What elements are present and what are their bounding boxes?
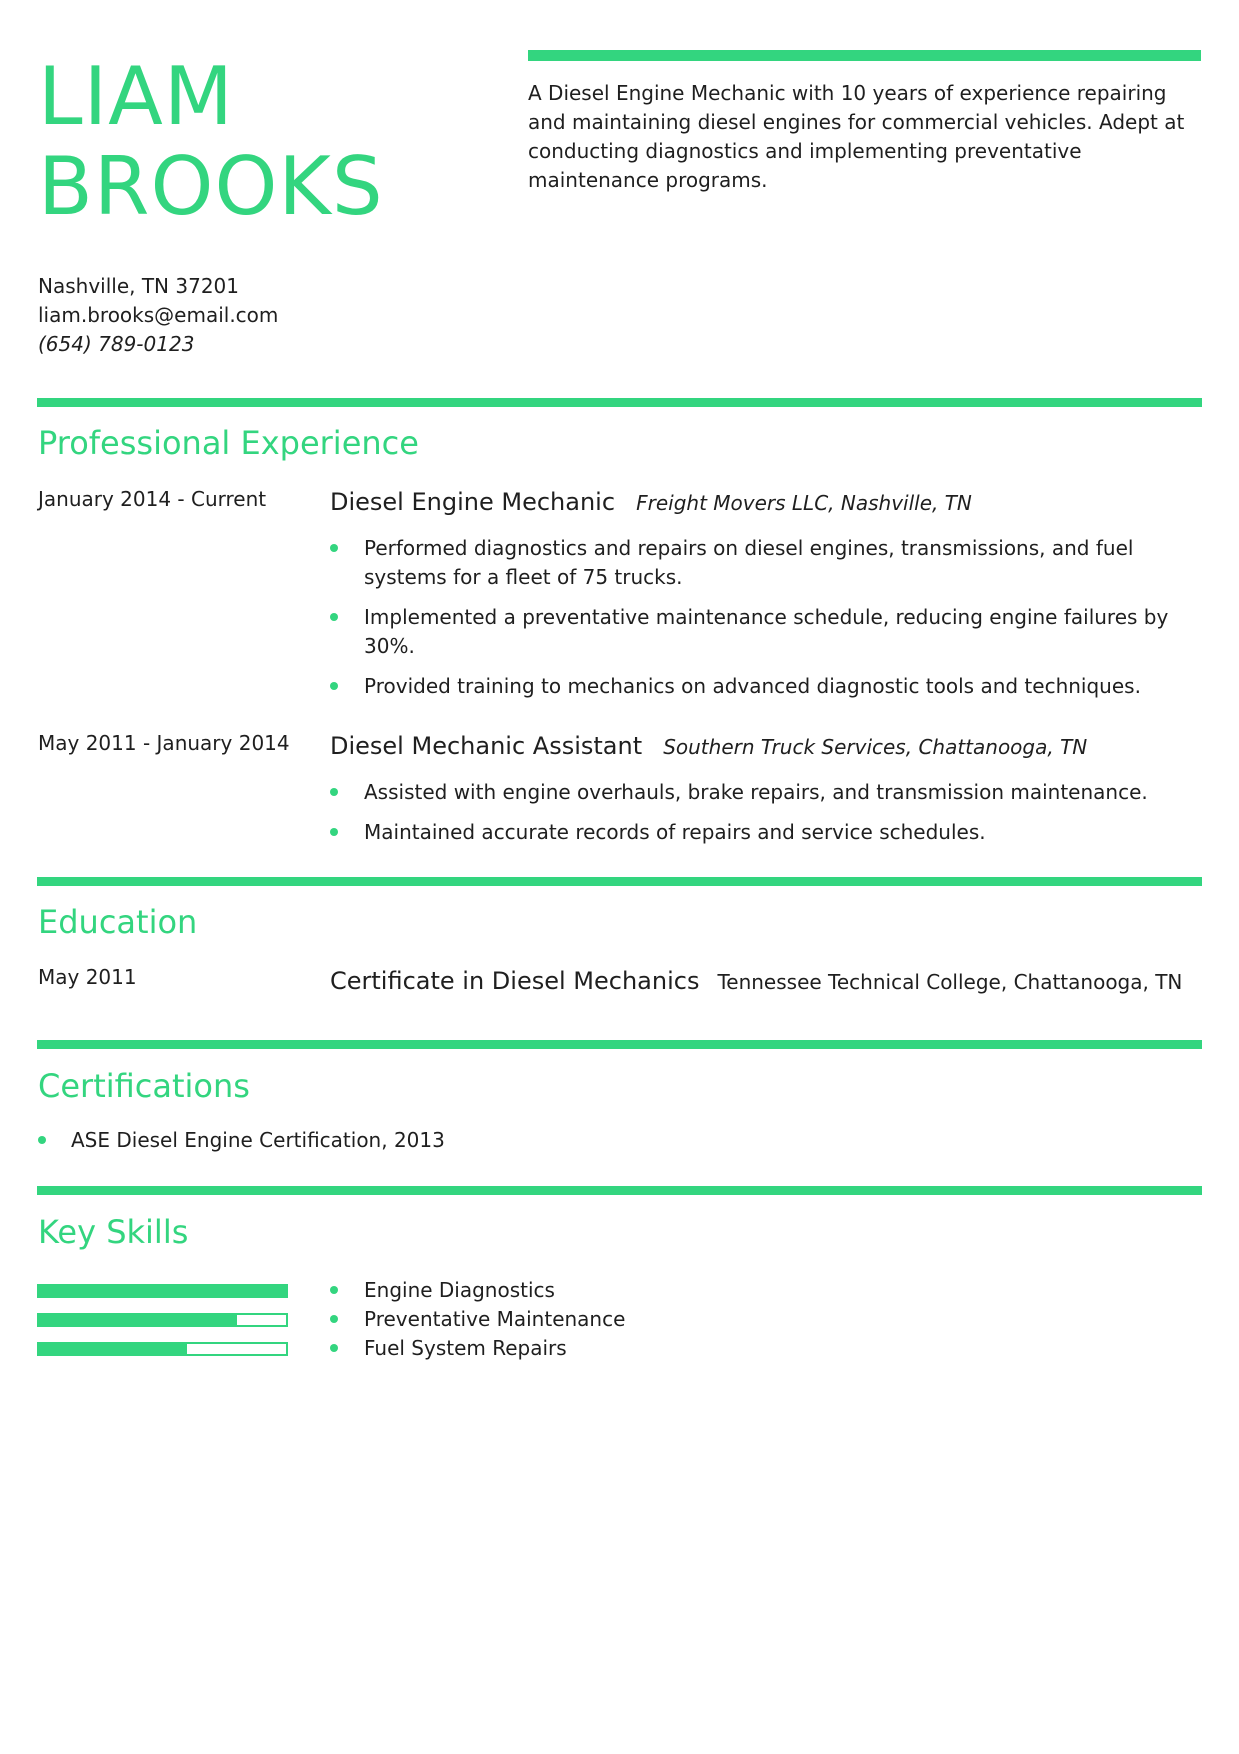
skill-bar	[37, 1284, 288, 1298]
skill-bar-fill	[39, 1286, 286, 1296]
list-item: Engine Diagnostics	[330, 1276, 625, 1305]
skills-list	[330, 1276, 625, 1363]
job-title: Diesel Mechanic Assistant	[330, 732, 643, 760]
contact-email[interactable]: liam.brooks@email.com	[38, 303, 279, 327]
skills-heading: Key Skills	[38, 1213, 189, 1251]
section-divider	[37, 877, 1202, 886]
education-date: May 2011	[38, 965, 137, 989]
job-dates: January 2014 - Current	[38, 487, 267, 511]
list-item: Performed diagnostics and repairs on diesel engines, transmissions, and fuel systems for a fleet of 75 trucks.	[330, 534, 1200, 592]
list-item: Assisted with engine overhauls, brake repairs, and transmission maintenance.	[330, 778, 1200, 807]
contact-info	[38, 272, 278, 359]
job-header	[330, 731, 1087, 761]
job-company: Southern Truck Services, Chattanooga, TN	[663, 735, 1088, 759]
job-header	[330, 487, 972, 517]
skill-bar-fill	[39, 1344, 187, 1354]
professional-summary: A Diesel Engine Mechanic with 10 years of experience repairing and maintaining diesel engines for commercial vehicles. Adept at conducting diagnostics and implementing preventative maintenance programs.	[528, 81, 1185, 192]
list-item: Fuel System Repairs	[330, 1334, 625, 1363]
candidate-name	[38, 52, 384, 232]
job-dates: May 2011 - January 2014	[38, 731, 290, 755]
list-item: Provided training to mechanics on advanced diagnostic tools and techniques.	[330, 672, 1200, 701]
certifications-list	[38, 1126, 445, 1155]
education-heading: Education	[38, 903, 198, 941]
list-item: Preventative Maintenance	[330, 1305, 625, 1334]
list-item: ASE Diesel Engine Certification, 2013	[38, 1126, 445, 1155]
certifications-heading: Certifications	[38, 1067, 250, 1105]
skill-bar-fill	[39, 1315, 237, 1325]
contact-address: Nashville, TN 37201	[38, 274, 239, 298]
job-bullets	[330, 778, 1200, 858]
contact-phone[interactable]: (654) 789-0123	[38, 332, 195, 356]
skill-bar	[37, 1342, 288, 1356]
job-company: Freight Movers LLC, Nashville, TN	[636, 491, 972, 515]
skill-bar	[37, 1313, 288, 1327]
list-item: Maintained accurate records of repairs and service schedules.	[330, 818, 1200, 847]
education-degree: Certificate in Diesel Mechanics	[330, 967, 700, 995]
education-school: Tennessee Technical College, Chattanooga, TN	[717, 970, 1183, 994]
first-name: LIAM	[38, 50, 234, 143]
skill-level-bars	[37, 1284, 288, 1371]
section-divider	[37, 1040, 1202, 1049]
section-divider	[37, 1186, 1202, 1195]
experience-heading: Professional Experience	[38, 424, 419, 462]
section-divider	[37, 398, 1202, 407]
job-bullets	[330, 534, 1200, 712]
last-name: BROOKS	[38, 140, 384, 233]
education-entry	[330, 966, 1202, 996]
list-item: Implemented a preventative maintenance schedule, reducing engine failures by 30%.	[330, 603, 1200, 661]
header-accent-bar	[528, 50, 1201, 61]
job-title: Diesel Engine Mechanic	[330, 488, 616, 516]
